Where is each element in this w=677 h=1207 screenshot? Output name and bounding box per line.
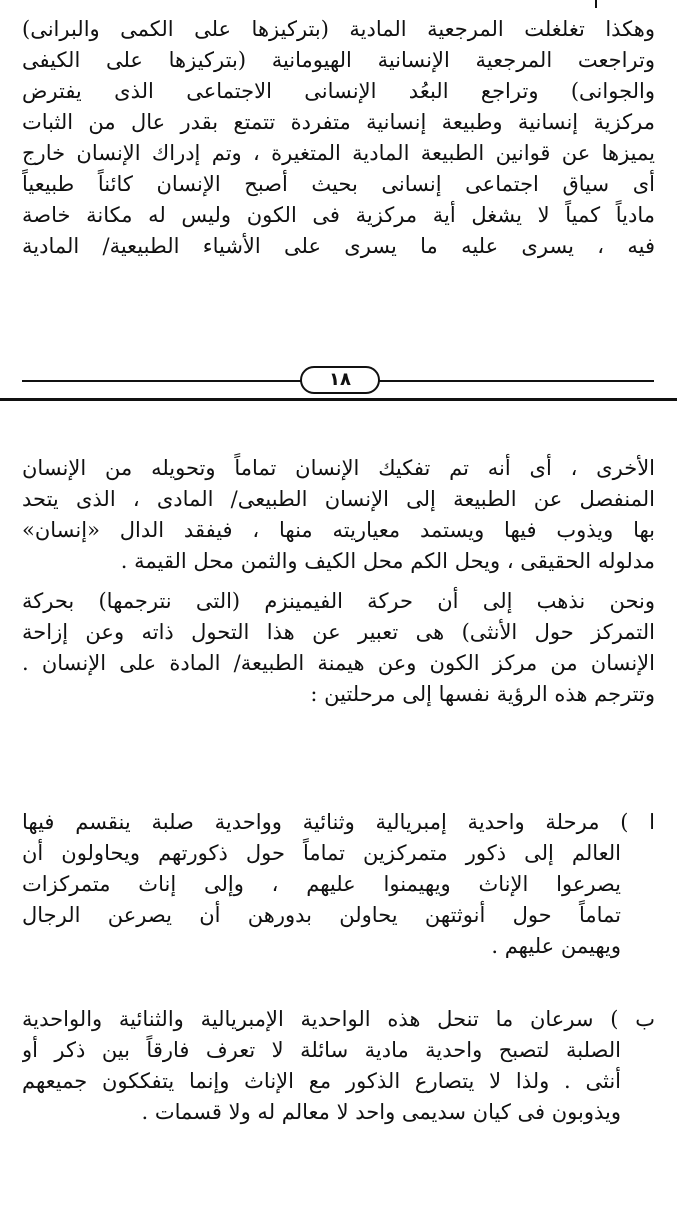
text-line: الإنسان من مركز الكون وعن هيمنة الطبيعة/ المادة على الإنسان . — [22, 651, 655, 675]
text-line: وتراجعت المرجعية الإنسانية الهيومانية (بتركيزها على الكيفى — [22, 48, 655, 72]
top-page — [0, 0, 677, 400]
text-line: فيه ، يسرى عليه ما يسرى على الأشياء الطبيعية/ المادية — [22, 234, 655, 258]
text-line: مركزية إنسانية وطبيعة إنسانية متفردة تتمتع بقدر عال من الثبات — [22, 110, 655, 134]
page-edge-mark — [595, 0, 597, 8]
top-page-paragraph — [22, 14, 655, 262]
text-line: مادياً كمياً لا يشغل أية مركزية فى الكون وليس له مكانة خاصة — [22, 203, 655, 227]
text-line: وهكذا تغلغلت المرجعية المادية (بتركيزها على الكمى والبرانى) — [22, 17, 655, 41]
bottom-paragraph-2 — [22, 586, 655, 710]
text-line: والجوانى) وتراجع البعُد الإنسانى الاجتماعى الذى يفترض — [22, 79, 655, 103]
text-line: مدلوله الحقيقى ، ويحل الكم محل الكيف والثمن محل القيمة . — [120, 549, 655, 573]
text-line: العالم إلى ذكور متمركزين تماماً حول ذكورتهم ويحاولون أن — [22, 841, 621, 865]
text-line: تماماً حول أنوثتهن يحاولن بدورهن أن يصرعن الرجال — [22, 903, 621, 927]
list-item-a — [22, 807, 655, 962]
text-line: وتترجم هذه الرؤية نفسها إلى مرحلتين : — [310, 682, 655, 706]
text-line: المنفصل عن الطبيعة إلى الإنسان الطبيعى/ المادى ، الذى يتحد — [22, 487, 655, 511]
text-line: التمركز حول الأنثى) هى تعبير عن هذا التحول ذاته وعن إزاحة — [22, 620, 655, 644]
text-line: ونحن نذهب إلى أن حركة الفيمينزم (التى نترجمها) بحركة — [22, 589, 655, 613]
text-line: ا ) مرحلة واحدية إمبريالية وثنائية وواحدية صلبة ينقسم فيها — [22, 810, 655, 834]
page-number: ١٨ — [300, 366, 380, 394]
list-item-b — [22, 1004, 655, 1128]
bottom-paragraph-1 — [22, 453, 655, 577]
text-line: يصرعوا الإناث ويهيمنوا عليهم ، وإلى إناث متمركزات — [22, 872, 621, 896]
text-line: ويذوبون فى كيان سديمى واحد لا معالم له ولا قسمات . — [141, 1100, 621, 1124]
text-line: بها ويذوب فيها ويستمد معياريته منها ، فيفقد الدال «إنسان» — [22, 518, 655, 542]
text-line: ويهيمن عليهم . — [491, 934, 621, 958]
page-divider — [0, 398, 677, 401]
text-line: يميزها عن قوانين الطبيعة المادية المتغيرة ، وتم إدراك الإنسان خارج — [22, 141, 655, 165]
text-line: الصلبة لتصبح واحدية مادية سائلة لا تعرف فارقاً بين ذكر أو — [22, 1038, 621, 1062]
text-line: أى سياق اجتماعى إنسانى بحيث أصبح الإنسان كائناً طبيعياً — [22, 172, 655, 196]
text-line: الأخرى ، أى أنه تم تفكيك الإنسان تماماً وتحويله من الإنسان — [22, 456, 655, 480]
text-line: أنثى . ولذا لا يتصارع الذكور مع الإناث وإنما يتفككون جميعهم — [22, 1069, 621, 1093]
text-line: ب ) سرعان ما تنحل هذه الواحدية الإمبريالية والثنائية والواحدية — [22, 1007, 655, 1031]
